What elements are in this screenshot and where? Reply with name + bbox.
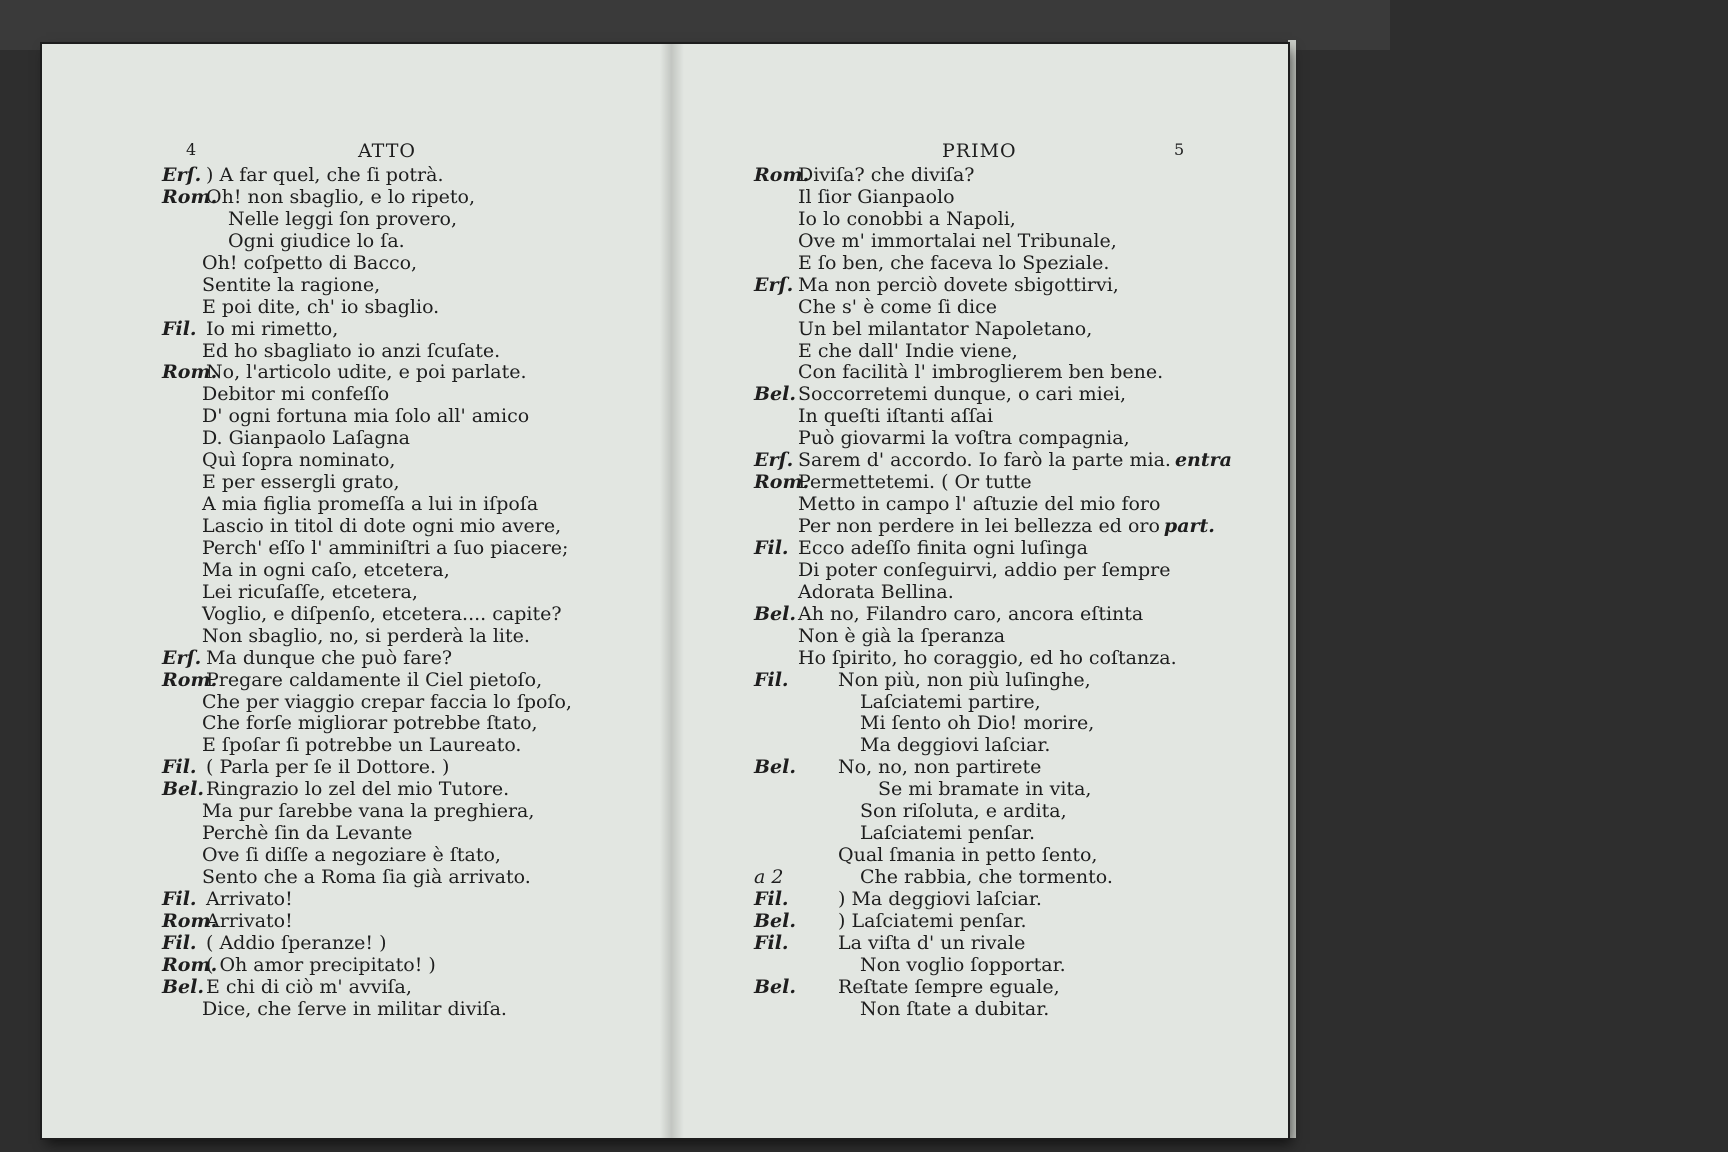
verse-line (754, 559, 1232, 581)
verse-text: Oh! coſpetto di Bacco, (202, 251, 418, 274)
verse-text: Oh! non sbaglio, e lo ripeto, (206, 185, 476, 208)
verse-line (754, 756, 1232, 778)
speaker-label: Bel. (754, 602, 796, 625)
verse-line (754, 252, 1232, 274)
verse-line (162, 449, 572, 471)
verse-line (162, 954, 572, 976)
speaker-label: Rom. (754, 164, 810, 186)
verse-text: Sentite la ragione, (202, 273, 381, 296)
speaker-label: Fil. (754, 887, 789, 910)
verse-text: Ove ſi diſſe a negoziare è ſtato, (202, 844, 501, 867)
verse-line (754, 976, 1232, 998)
verse-line (162, 756, 572, 778)
verse-line (754, 603, 1232, 625)
verse-text: Laſciatemi penſar. (860, 822, 1036, 845)
verse-text: Che rabbia, che tormento. (860, 866, 1113, 888)
verse-line (754, 449, 1232, 471)
verse-line (754, 822, 1232, 844)
speaker-label: Fil. (754, 536, 789, 559)
verse-text: Se mi bramate in vita, (878, 778, 1092, 801)
right-page (672, 44, 1288, 1138)
verse-text: Un bel milantator Napoletano, (798, 317, 1093, 340)
verse-text: Perch' eſſo l' amminiſtri a ſuo piacere; (202, 536, 569, 559)
verse-text: Io mi rimetto, (206, 317, 339, 340)
verse-line (754, 669, 1232, 691)
speaker-label: Fil. (754, 668, 789, 691)
verse-line (754, 954, 1232, 976)
verse-text: Debitor mi confeſſo (202, 383, 390, 406)
stage-direction: part. (1163, 515, 1215, 537)
verse-line (162, 515, 572, 537)
verse-text: D' ogni fortuna mia ſolo all' amico (202, 405, 530, 428)
verse-lines (162, 164, 572, 1020)
speaker-label: Rom. (162, 668, 218, 691)
verse-line (162, 230, 572, 252)
verse-line (754, 274, 1232, 296)
verse-text: Io lo conobbi a Napoli, (798, 207, 1016, 230)
verse-line (754, 296, 1232, 318)
verse-line (754, 581, 1232, 603)
verse-text: Pregare caldamente il Ciel pietoſo, (206, 668, 543, 691)
verse-text: Qual ſmania in petto ſento, (838, 844, 1098, 867)
verse-line (754, 340, 1232, 362)
verse-text: Dice, che ſerve in militar diviſa. (202, 997, 507, 1020)
verse-line (754, 734, 1232, 756)
verse-line (754, 493, 1232, 515)
verse-line (162, 252, 572, 274)
verse-text: Voglio, e diſpenſo, etcetera.... capite? (202, 602, 562, 625)
verse-line (162, 296, 572, 318)
verse-line (162, 800, 572, 822)
verse-text: Il ſior Gianpaolo (798, 185, 955, 208)
verse-line (162, 186, 572, 208)
verse-text: Con facilità l' imbroglierem ben bene. (798, 361, 1164, 384)
verse-line (162, 493, 572, 515)
verse-line (754, 208, 1232, 230)
speaker-label: Bel. (162, 975, 204, 998)
verse-text: Ma pur ſarebbe vana la preghiera, (202, 800, 535, 823)
speaker-label: Rom. (162, 909, 218, 932)
verse-text: Ringrazio lo zel del mio Tutore. (206, 778, 510, 801)
verse-line (754, 515, 1232, 537)
verse-text: E chi di ciò m' avviſa, (206, 975, 412, 998)
verse-line (162, 976, 572, 998)
verse-text: E ſo ben, che faceva lo Speziale. (798, 251, 1110, 274)
verse-line (162, 712, 572, 734)
verse-text: Mi ſento oh Dio! morire, (860, 712, 1095, 735)
verse-text: ( Oh amor precipitato! ) (206, 953, 436, 976)
verse-line (754, 998, 1232, 1020)
speaker-label: Bel. (754, 975, 796, 998)
speaker-label: Fil. (162, 931, 197, 954)
scan-backdrop (0, 0, 1390, 50)
verse-text: In queſti iſtanti aſſai (798, 405, 994, 428)
verse-line (754, 625, 1232, 647)
verse-text: Perchè ſin da Levante (202, 822, 413, 845)
verse-line (162, 427, 572, 449)
verse-text: Ogni giudice lo ſa. (228, 229, 405, 252)
verse-line (754, 778, 1232, 800)
verse-text: Ho ſpirito, ho coraggio, ed ho coſtanza. (798, 646, 1177, 669)
verse-lines (754, 164, 1232, 1020)
verse-text: No, no, non partirete (838, 756, 1042, 779)
speaker-label: Fil. (162, 317, 197, 340)
verse-line (162, 603, 572, 625)
verse-line (162, 559, 572, 581)
verse-line (162, 537, 572, 559)
verse-text: Ma in ogni caſo, etcetera, (202, 558, 450, 581)
speaker-label: Bel. (754, 383, 796, 406)
page-number: 4 (186, 140, 197, 159)
verse-text: ) Laſciatemi penſar. (838, 909, 1027, 932)
speaker-label: Erſ. (162, 646, 202, 669)
verse-text: Sento che a Roma ſia già arrivato. (202, 866, 531, 888)
verse-line (162, 625, 572, 647)
verse-text: Nelle leggi ſon provero, (228, 207, 458, 230)
speaker-label: Bel. (754, 909, 796, 932)
speaker-label: Fil. (754, 931, 789, 954)
running-head (672, 140, 1288, 164)
verse-line (162, 778, 572, 800)
verse-line (754, 230, 1232, 252)
verse-text: Ma dunque che può fare? (206, 646, 453, 669)
verse-line (162, 274, 572, 296)
verse-line (162, 822, 572, 844)
speaker-label: Bel. (754, 756, 796, 779)
verse-text: A mia figlia promeſſa a lui in iſpoſa (202, 493, 539, 516)
verse-text: Ma non perciò dovete sbigottirvi, (798, 273, 1119, 296)
speaker-label: a 2 (754, 866, 784, 888)
verse-line (162, 888, 572, 910)
verse-text: Adorata Bellina. (798, 580, 954, 603)
verse-text: Permettetemi. ( Or tutte (798, 471, 1032, 494)
verse-line (162, 691, 572, 713)
verse-text: Ove m' immortalai nel Tribunale, (798, 229, 1117, 252)
verse-line (754, 427, 1232, 449)
page-edge (1288, 40, 1296, 1138)
verse-line (162, 910, 572, 932)
verse-text: Non più, non più luſinghe, (838, 668, 1091, 691)
verse-line (754, 866, 1232, 888)
left-page (42, 44, 672, 1138)
verse-text: Di poter conſeguirvi, addio per ſempre (798, 558, 1171, 581)
verse-line (754, 318, 1232, 340)
verse-line (754, 888, 1232, 910)
verse-line (754, 383, 1232, 405)
verse-line (754, 691, 1232, 713)
verse-text: Soccorretemi dunque, o cari miei, (798, 383, 1127, 406)
verse-text: Ecco adeſſo finita ogni luſinga (798, 536, 1089, 559)
verse-text: Che forſe migliorar potrebbe ſtato, (202, 712, 538, 735)
speaker-label: Fil. (162, 887, 197, 910)
verse-text: Quì ſopra nominato, (202, 449, 396, 472)
verse-text: No, l'articolo udite, e poi parlate. (206, 361, 527, 384)
verse-line (162, 208, 572, 230)
verse-line (162, 164, 572, 186)
verse-line (754, 647, 1232, 669)
verse-text: E ſpoſar ſi potrebbe un Laureato. (202, 734, 522, 757)
speaker-label: Fil. (162, 756, 197, 779)
verse-text: Non sbaglio, no, si perderà la lite. (202, 624, 530, 647)
verse-text: Lei ricuſaſſe, etcetera, (202, 580, 418, 603)
verse-line (162, 383, 572, 405)
verse-text: Che s' è come ſi dice (798, 295, 998, 318)
verse-line (754, 844, 1232, 866)
verse-line (754, 164, 1232, 186)
speaker-label: Rom. (754, 471, 810, 494)
verse-text: Diviſa? che diviſa? (798, 164, 975, 186)
verse-text: E per essergli grato, (202, 471, 400, 494)
verse-text: D. Gianpaolo Laſagna (202, 427, 410, 450)
verse-line (754, 800, 1232, 822)
running-title: PRIMO (942, 140, 1017, 162)
verse-text: ( Addio ſperanze! ) (206, 931, 387, 954)
verse-text: Arrivato! (206, 887, 293, 910)
verse-text: Per non perdere in lei bellezza ed oro (798, 515, 1160, 537)
speaker-label: Rom. (162, 361, 218, 384)
verse-line (754, 471, 1232, 493)
verse-line (162, 471, 572, 493)
verse-text: Ma deggiovi laſciar. (860, 734, 1051, 757)
verse-text: ) A far quel, che ſi potrà. (206, 164, 444, 186)
verse-text: E poi dite, ch' io sbaglio. (202, 295, 440, 318)
verse-text: ( Parla per ſe il Dottore. ) (206, 756, 450, 779)
stage-direction: entra (1174, 449, 1232, 472)
running-head (42, 140, 672, 164)
verse-line (162, 647, 572, 669)
verse-text: Lascio in titol di dote ogni mio avere, (202, 515, 562, 537)
speaker-label: Erſ. (754, 273, 794, 296)
verse-line (162, 669, 572, 691)
verse-line (754, 932, 1232, 954)
verse-text: Non ſtate a dubitar. (860, 997, 1050, 1020)
speaker-label: Erſ. (162, 164, 202, 186)
book-spread (42, 44, 1288, 1138)
verse-line (162, 844, 572, 866)
verse-text: Può giovarmi la voſtra compagnia, (798, 427, 1130, 450)
verse-text: La viſta d' un rivale (838, 931, 1026, 954)
verse-text: Sarem d' accordo. Io farò la parte mia. (798, 449, 1171, 472)
verse-text: Non è già la ſperanza (798, 624, 1006, 647)
verse-line (162, 361, 572, 383)
page-number: 5 (1174, 140, 1185, 159)
verse-line (162, 734, 572, 756)
verse-line (162, 866, 572, 888)
verse-line (754, 910, 1232, 932)
speaker-label: Bel. (162, 778, 204, 801)
verse-line (162, 932, 572, 954)
verse-line (162, 581, 572, 603)
verse-line (754, 712, 1232, 734)
verse-line (754, 405, 1232, 427)
verse-text: ) Ma deggiovi laſciar. (838, 887, 1042, 910)
verse-text: Son riſoluta, e ardita, (860, 800, 1067, 823)
verse-text: Non voglio ſopportar. (860, 953, 1066, 976)
verse-text: Reſtate ſempre eguale, (838, 975, 1060, 998)
verse-text: E che dall' Indie viene, (798, 339, 1018, 362)
verse-line (162, 998, 572, 1020)
verse-text: Arrivato! (206, 909, 293, 932)
speaker-label: Erſ. (754, 449, 794, 472)
speaker-label: Rom. (162, 185, 218, 208)
verse-line (162, 340, 572, 362)
verse-text: Laſciatemi partire, (860, 690, 1041, 713)
verse-line (162, 405, 572, 427)
verse-text: Che per viaggio crepar faccia lo ſpoſo, (202, 690, 572, 713)
verse-text: Ah no, Filandro caro, ancora eſtinta (798, 602, 1144, 625)
verse-text: Ed ho sbagliato io anzi ſcuſate. (202, 339, 501, 362)
verse-text: Metto in campo l' aſtuzie del mio foro (798, 493, 1161, 516)
verse-line (754, 186, 1232, 208)
speaker-label: Rom. (162, 953, 218, 976)
verse-line (162, 318, 572, 340)
running-title: ATTO (358, 140, 416, 162)
verse-line (754, 361, 1232, 383)
verse-line (754, 537, 1232, 559)
